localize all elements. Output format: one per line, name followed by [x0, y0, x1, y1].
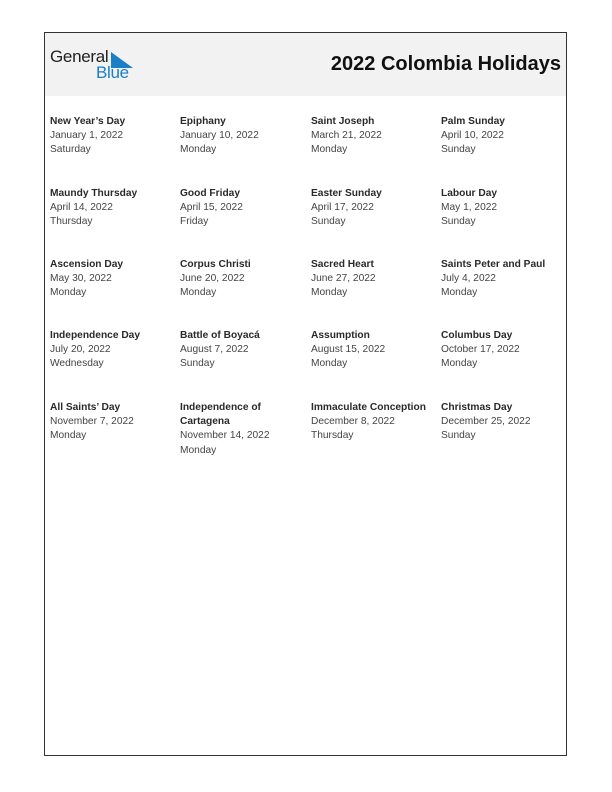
holiday-weekday: Friday: [180, 216, 209, 228]
holiday-date: November 7, 2022: [50, 416, 134, 428]
holiday-name: New Year’s Day: [50, 116, 126, 127]
holiday-name: Good Friday: [180, 188, 240, 199]
holiday-date: July 20, 2022: [50, 344, 111, 356]
holiday-date: June 27, 2022: [311, 273, 376, 285]
holiday-weekday: Thursday: [50, 216, 93, 228]
holiday-date: May 1, 2022: [441, 202, 498, 214]
holiday-item: [311, 329, 439, 372]
holiday-item: [50, 329, 178, 372]
holiday-name: Maundy Thursday: [50, 188, 138, 199]
holiday-item: [180, 401, 292, 458]
holiday-item: [180, 329, 308, 372]
holiday-weekday: Monday: [180, 144, 217, 156]
holiday-weekday: Monday: [311, 358, 348, 370]
holiday-item: [441, 258, 569, 301]
holiday-name: Saints Peter and Paul: [441, 259, 546, 270]
holiday-weekday: Thursday: [311, 430, 354, 442]
holiday-weekday: Sunday: [441, 216, 476, 228]
holiday-name: Assumption: [311, 330, 370, 341]
holiday-date: January 10, 2022: [180, 130, 259, 142]
holiday-weekday: Monday: [311, 144, 348, 156]
holiday-date: July 4, 2022: [441, 273, 496, 285]
holiday-weekday: Sunday: [180, 358, 215, 370]
holiday-date: May 30, 2022: [50, 273, 112, 285]
holiday-name: Ascension Day: [50, 259, 124, 270]
holiday-name: Corpus Christi: [180, 259, 251, 270]
holiday-weekday: Saturday: [50, 144, 91, 156]
logo-word-blue: Blue: [96, 63, 129, 82]
holiday-name: Columbus Day: [441, 330, 513, 341]
holiday-name: Immaculate Conception: [311, 402, 426, 413]
holiday-item: [441, 115, 569, 158]
holiday-item: [50, 115, 178, 158]
logo-word-general: General: [50, 47, 109, 66]
holiday-name: Palm Sunday: [441, 116, 505, 127]
holiday-item: [50, 401, 178, 444]
holiday-item: [441, 329, 569, 372]
holiday-date: August 7, 2022: [180, 344, 249, 356]
holiday-item: [180, 115, 308, 158]
holiday-date: April 10, 2022: [441, 130, 504, 142]
holiday-item: [311, 401, 439, 444]
holiday-weekday: Sunday: [441, 144, 476, 156]
holiday-name: Battle of Boyacá: [180, 330, 260, 341]
holiday-name: Independence Day: [50, 330, 141, 341]
holiday-date: November 14, 2022: [180, 430, 270, 442]
generalblue-logo: [50, 47, 140, 83]
holiday-item: [311, 187, 439, 230]
holiday-name: Epiphany: [180, 116, 226, 127]
holiday-date: June 20, 2022: [180, 273, 245, 285]
holiday-date: April 15, 2022: [180, 202, 243, 214]
holiday-date: August 15, 2022: [311, 344, 386, 356]
holiday-weekday: Monday: [180, 287, 217, 299]
holiday-weekday: Monday: [180, 444, 217, 456]
holiday-date: April 14, 2022: [50, 202, 113, 214]
holiday-item: [441, 401, 569, 444]
holiday-date: January 1, 2022: [50, 130, 124, 142]
holiday-name: Saint Joseph: [311, 116, 375, 127]
holiday-item: [50, 258, 178, 301]
holiday-date: April 17, 2022: [311, 202, 374, 214]
holiday-weekday: Monday: [50, 430, 87, 442]
holiday-weekday: Monday: [50, 287, 87, 299]
holiday-date: December 25, 2022: [441, 416, 531, 428]
holiday-date: March 21, 2022: [311, 130, 382, 142]
holiday-item: [311, 258, 439, 301]
holiday-weekday: Monday: [441, 287, 478, 299]
holiday-item: [50, 187, 178, 230]
holiday-name: Easter Sunday: [311, 188, 382, 199]
holiday-date: October 17, 2022: [441, 344, 520, 356]
holiday-name: Christmas Day: [441, 402, 513, 413]
holiday-name: Independence of Cartagena: [180, 402, 261, 428]
holiday-weekday: Wednesday: [50, 358, 104, 370]
page-title: 2022 Colombia Holidays: [330, 53, 561, 75]
holiday-item: [180, 258, 308, 301]
holiday-name: All Saints’ Day: [50, 402, 121, 413]
holiday-name: Labour Day: [441, 188, 498, 199]
holiday-item: [441, 187, 569, 230]
holiday-weekday: Sunday: [441, 430, 476, 442]
holiday-item: [311, 115, 439, 158]
holiday-name: Sacred Heart: [311, 259, 374, 270]
holiday-item: [180, 187, 308, 230]
holiday-weekday: Monday: [311, 287, 348, 299]
header-band: [45, 33, 566, 96]
page-frame: [44, 32, 567, 756]
holiday-weekday: Sunday: [311, 216, 346, 228]
holiday-weekday: Monday: [441, 358, 478, 370]
holiday-date: December 8, 2022: [311, 416, 395, 428]
